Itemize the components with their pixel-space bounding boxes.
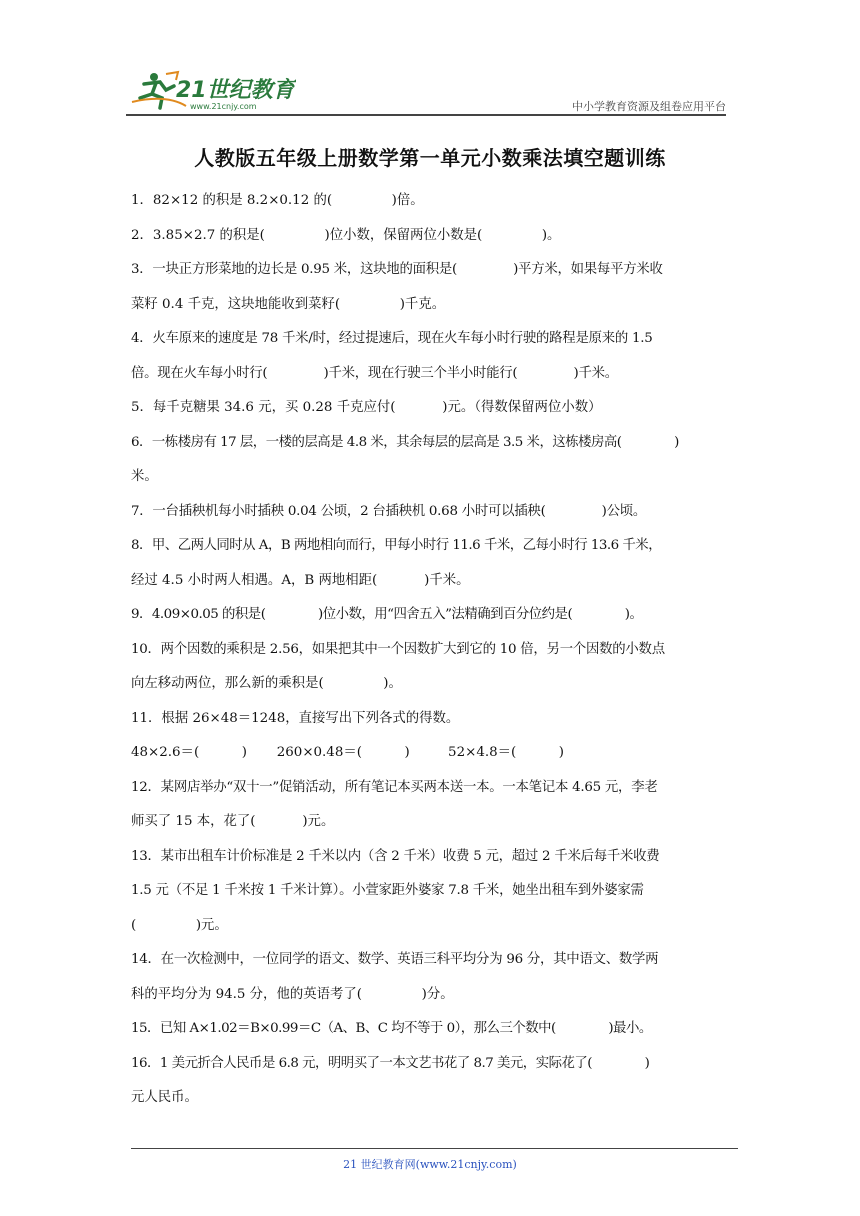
question-line: 经过 4.5 小时两人相遇。A，B 两地相距( )千米。 xyxy=(131,572,470,588)
question-line: 48×2.6＝( ) 260×0.48＝( ) 52×4.8＝( ) xyxy=(131,745,565,760)
logo-runner-icon xyxy=(126,68,296,112)
header-divider xyxy=(126,114,726,116)
question-line: 5．每千克糖果 34.6 元，买 0.28 千克应付( )元。（得数保留两位小数） xyxy=(131,400,602,415)
question-line: 6．一栋楼房有 17 层，一楼的层高是 4.8 米，其余每层的层高是 3.5 米，这栋楼房高( ) xyxy=(131,434,679,450)
question-line: 师买了 15 本，花了( )元。 xyxy=(131,814,335,829)
platform-label: 中小学教育资源及组卷应用平台 xyxy=(572,100,726,113)
question-line: 10．两个因数的乘积是 2.56，如果把其中一个因数扩大到它的 10 倍，另一个因数的小数点 xyxy=(131,641,665,657)
question-line: 12．某网店举办“双十一”促销活动，所有笔记本买两本送一本。一本笔记本 4.65 元，李老 xyxy=(131,779,658,795)
question-line: 向左移动两位，那么新的乘积是( )。 xyxy=(131,676,402,691)
question-line: 菜籽 0.4 千克，这块地能收到菜籽( )千克。 xyxy=(131,296,446,312)
site-logo xyxy=(126,68,296,112)
question-line: 米。 xyxy=(131,469,158,484)
question-line: 倍。现在火车每小时行( )千米，现在行驶三个半小时能行( )千米。 xyxy=(131,365,618,381)
question-line: 2．3.85×2.7 的积是( )位小数，保留两位小数是( )。 xyxy=(131,227,561,243)
question-line: 11．根据 26×48＝1248，直接写出下列各式的得数。 xyxy=(131,710,460,726)
question-list xyxy=(131,184,731,1116)
question-line: 16．1 美元折合人民币是 6.8 元，明明买了一本文艺书花了 8.7 美元，实际花了( ) xyxy=(131,1055,650,1071)
page-header xyxy=(126,68,726,112)
question-line: 1．82×12 的积是 8.2×0.12 的( )倍。 xyxy=(131,193,424,208)
question-line: 3．一块正方形菜地的边长是 0.95 米，这块地的面积是( )平方米，如果每平方米收 xyxy=(131,262,663,277)
question-line: 元人民币。 xyxy=(131,1090,198,1105)
footer-divider xyxy=(131,1148,738,1149)
page-title: 人教版五年级上册数学第一单元小数乘法填空题训练 xyxy=(194,146,666,170)
question-line: 科的平均分为 94.5 分，他的英语考了( )分。 xyxy=(131,986,454,1002)
question-line: 14．在一次检测中，一位同学的语文、数学、英语三科平均分为 96 分，其中语文、数学两 xyxy=(131,952,659,967)
question-line: 8．甲、乙两人同时从 A，B 两地相向而行，甲每小时行 11.6 千米，乙每小时行 13.6 千米， xyxy=(131,538,662,553)
question-line: 4．火车原来的速度是 78 千米/时，经过提速后，现在火车每小时行驶的路程是原来的 1.5 xyxy=(131,331,653,346)
question-line: 13．某市出租车计价标准是 2 千米以内（含 2 千米）收费 5 元，超过 2 千米后每千米收费 xyxy=(131,848,660,864)
question-line: ( )元。 xyxy=(131,917,228,933)
question-line: 9．4.09×0.05 的积是( )位小数，用“四舍五入”法精确到百分位约是( )。 xyxy=(131,607,643,622)
question-line: 15．已知 A×1.02＝B×0.99＝C（A、B、C 均不等于 0），那么三个数中( )最小。 xyxy=(131,1021,652,1036)
logo-text: 21世纪教育 xyxy=(176,78,295,103)
question-line: 7．一台插秧机每小时插秧 0.04 公顷，2 台插秧机 0.68 小时可以插秧( )公顷。 xyxy=(131,503,647,519)
footer-source[interactable]: 21 世纪教育网(www.21cnjy.com) xyxy=(343,1158,517,1171)
logo-url: www.21cnjy.com xyxy=(190,102,257,111)
question-line: 1.5 元（不足 1 千米按 1 千米计算）。小萱家距外婆家 7.8 千米，她坐出租车到外婆家需 xyxy=(131,883,644,898)
